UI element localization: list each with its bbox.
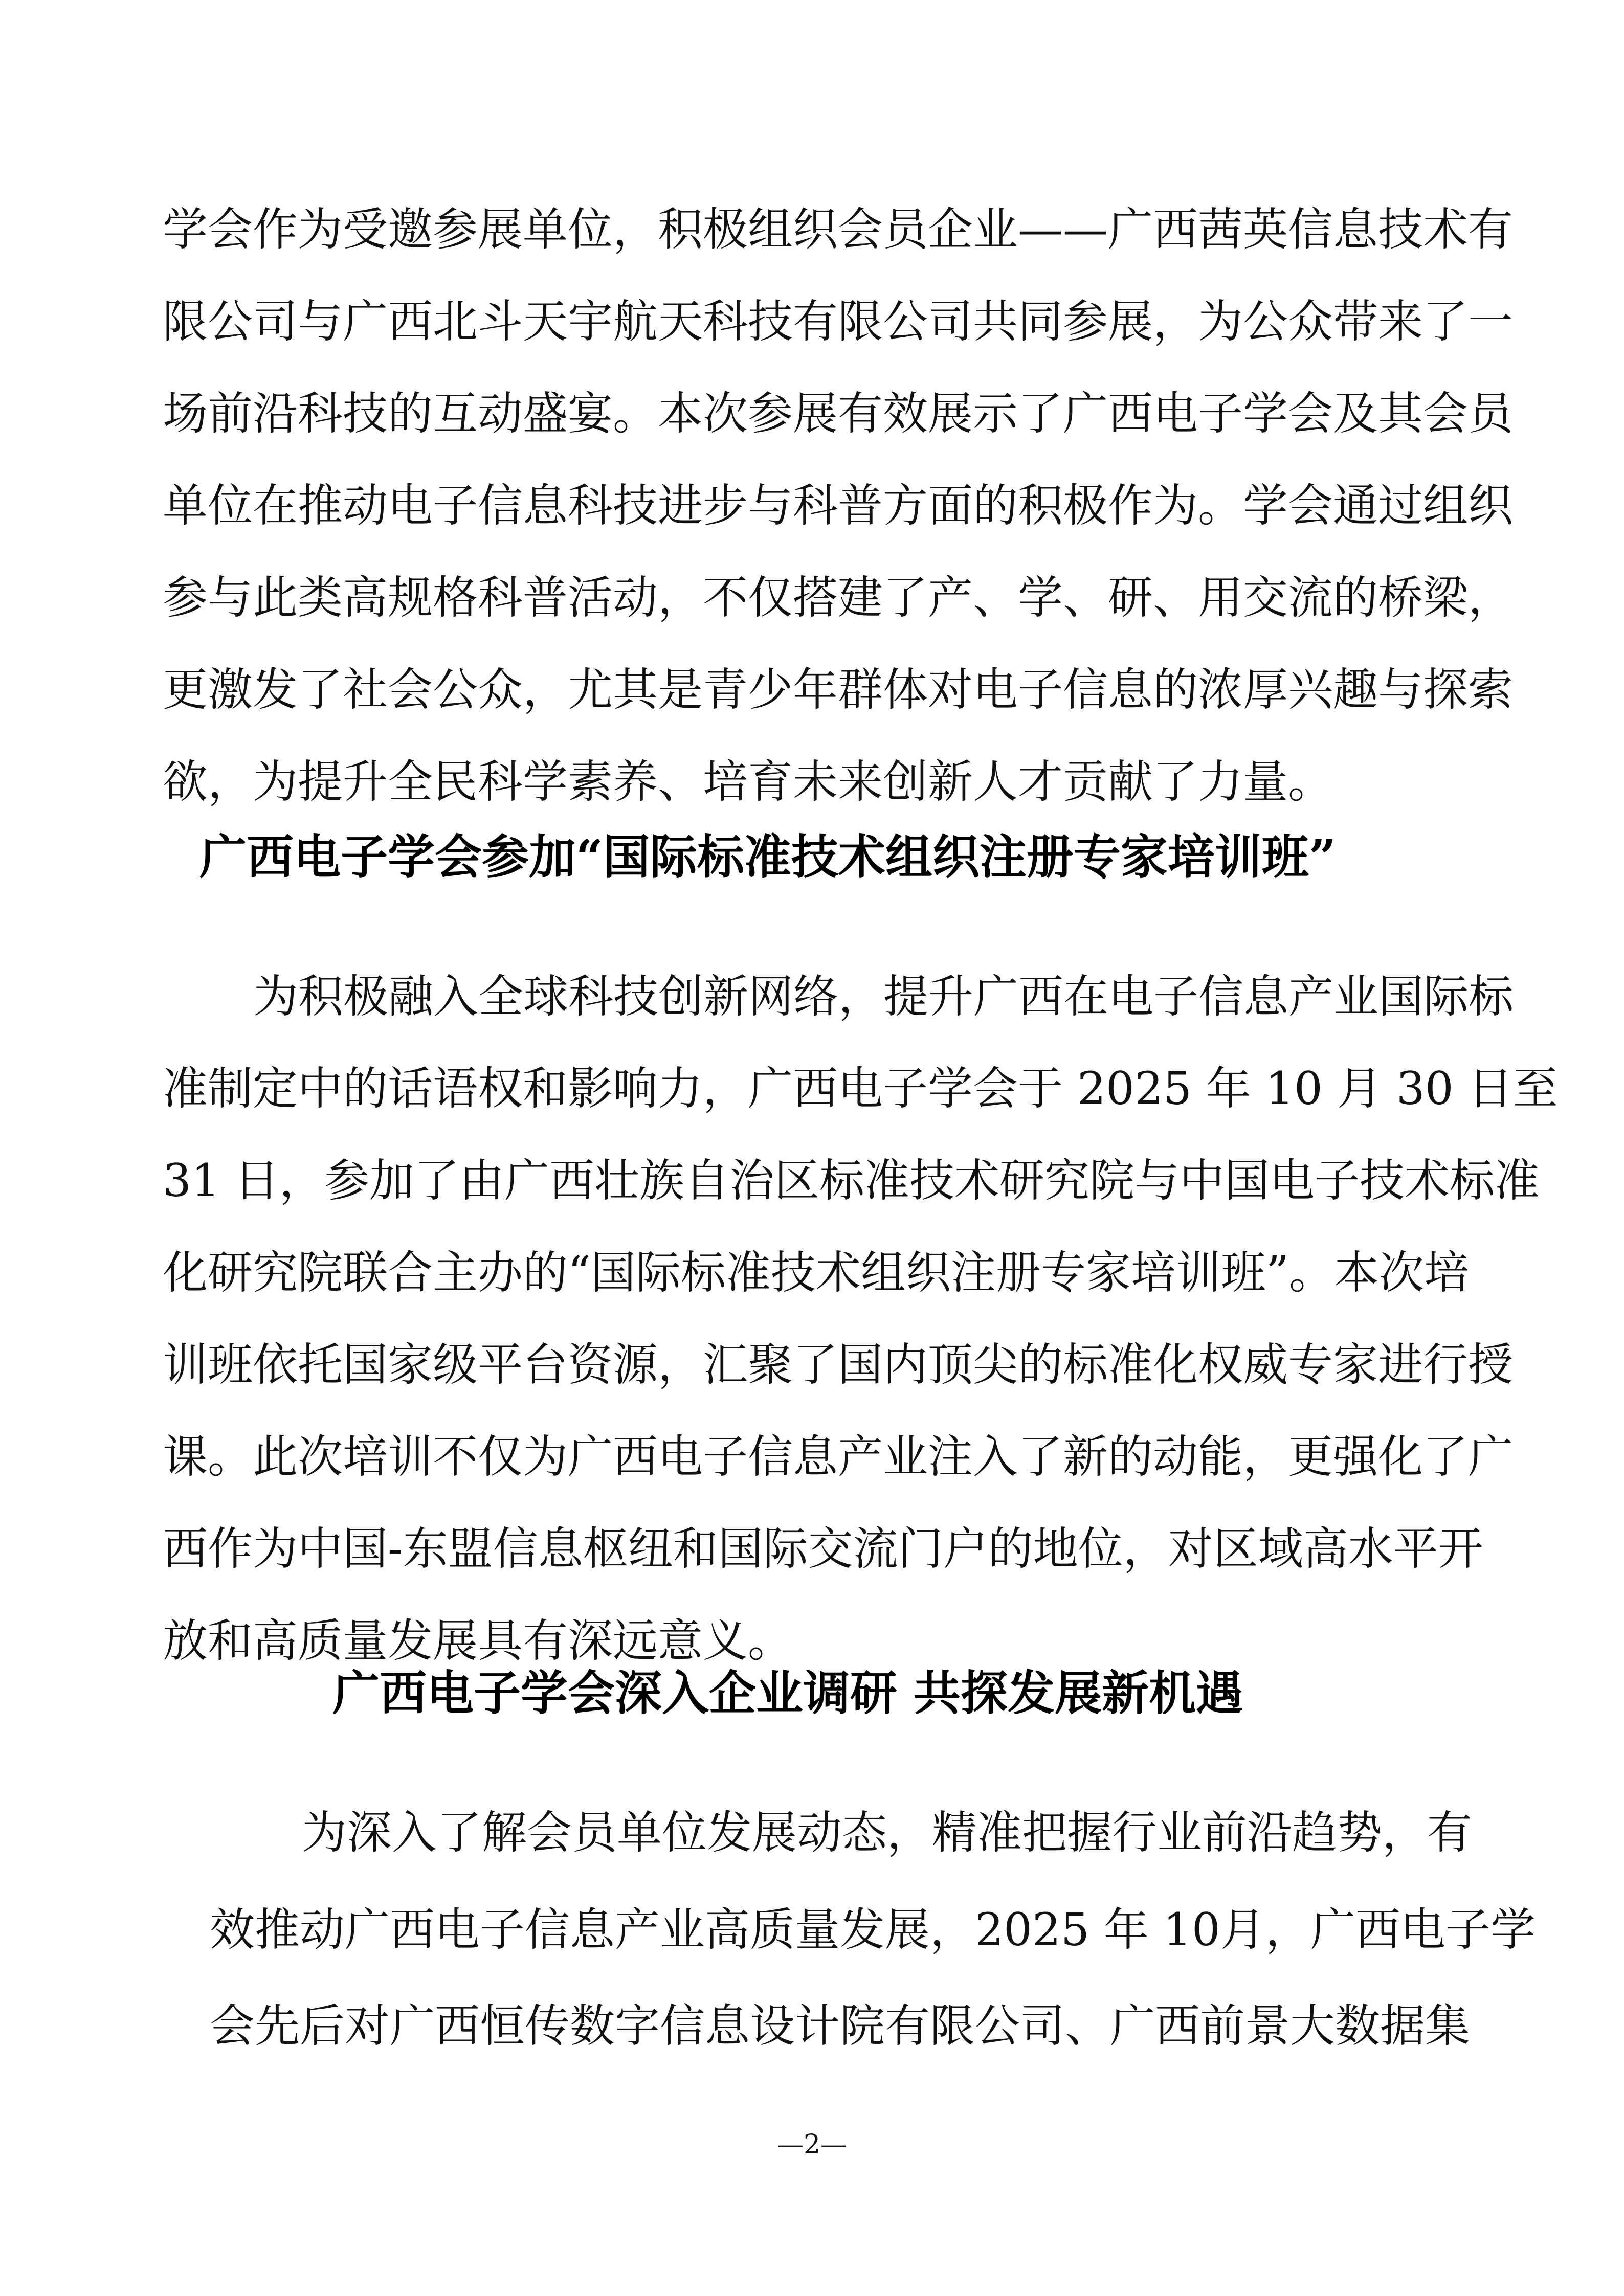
- text-line: 单位在推动电子信息科技进步与科普方面的积极作为。学会通过组织: [163, 479, 1514, 532]
- section-heading: 广西电子学会参加“国际标准技术组织注册专家培训班”: [199, 829, 1336, 885]
- text-line: 学会作为受邀参展单位，积极组织会员企业——广西茜英信息技术有: [163, 203, 1514, 256]
- text-line: 为深入了解会员单位发展动态，精准把握行业前沿趋势，有: [302, 1806, 1473, 1859]
- text-line: 更激发了社会公众，尤其是青少年群体对电子信息的浓厚兴趣与探索: [163, 663, 1514, 716]
- text-line: 31 日，参加了由广西壮族自治区标准技术研究院与中国电子技术标准: [163, 1154, 1540, 1207]
- text-line: 会先后对广西恒传数字信息设计院有限公司、广西前景大数据集: [210, 1999, 1471, 2052]
- text-line: 为积极融入全球科技创新网络，提升广西在电子信息产业国际标: [253, 970, 1514, 1023]
- text-line: 效推动广西电子信息产业高质量发展，2025 年 10月，广西电子学: [210, 1903, 1536, 1956]
- text-line: 场前沿科技的互动盛宴。本次参展有效展示了广西电子学会及其会员: [163, 387, 1514, 440]
- text-line: 课。此次培训不仅为广西电子信息产业注入了新的动能，更强化了广: [163, 1430, 1514, 1483]
- text-line: 放和高质量发展具有深远意义。: [163, 1614, 793, 1667]
- text-line: 限公司与广西北斗天宇航天科技有限公司共同参展，为公众带来了一: [163, 295, 1514, 348]
- section-heading: 广西电子学会深入企业调研 共探发展新机遇: [332, 1665, 1243, 1721]
- page-number: —2—: [776, 2129, 848, 2160]
- text-line: 训班依托国家级平台资源，汇聚了国内顶尖的标准化权威专家进行授: [163, 1338, 1514, 1391]
- text-line: 准制定中的话语权和影响力，广西电子学会于 2025 年 10 月 30 日至: [163, 1062, 1558, 1115]
- text-line: 欲，为提升全民科学素养、培育未来创新人才贡献了力量。: [163, 755, 1333, 808]
- text-line: 化研究院联合主办的“国际标准技术组织注册专家培训班”。本次培: [163, 1246, 1469, 1299]
- text-line: 参与此类高规格科普活动，不仅搭建了产、学、研、用交流的桥梁，: [163, 571, 1514, 624]
- text-line: 西作为中国-东盟信息枢纽和国际交流门户的地位，对区域高水平开: [163, 1522, 1483, 1575]
